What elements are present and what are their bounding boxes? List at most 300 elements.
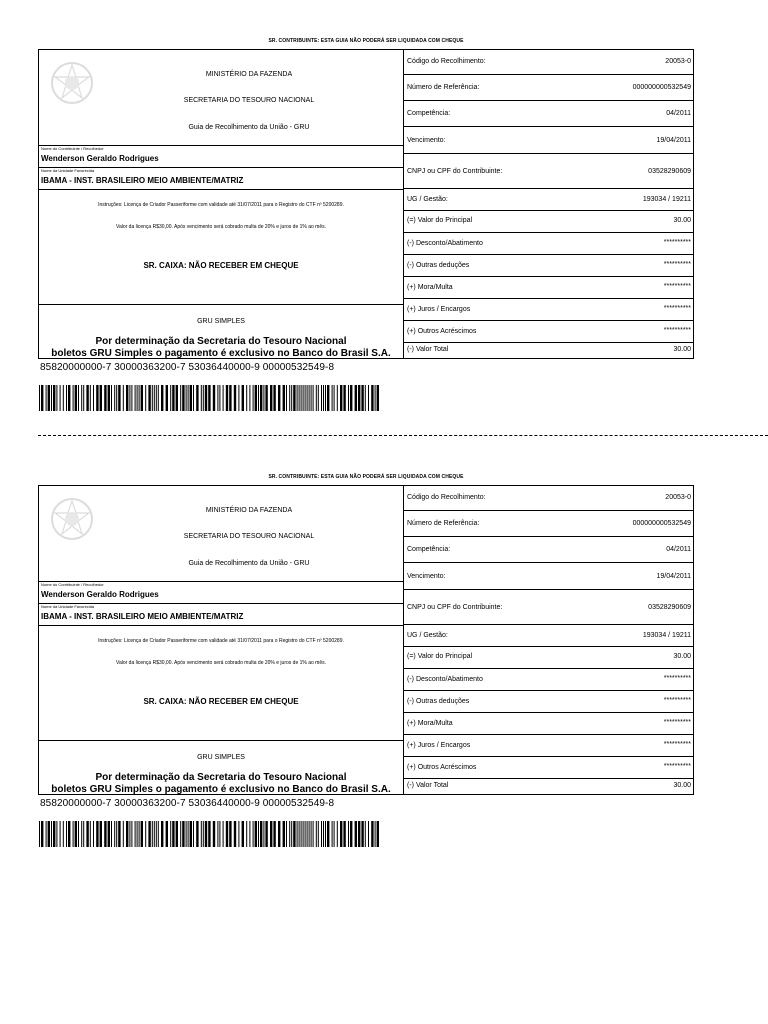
barcode-bar [166,821,168,847]
field-label: CNPJ ou CPF do Contribuinte: [407,604,503,611]
barcode-bar [158,385,159,411]
field-value: 03528290609 [648,168,691,175]
barcode-bar [180,385,181,411]
barcode-bar [217,385,218,411]
barcode-bar [337,821,338,847]
barcode-bar [234,821,236,847]
barcode-bar [325,385,326,411]
field-label: Vencimento: [407,137,446,144]
field-value: 193034 / 19211 [642,632,691,639]
taxpayer-name: Wenderson Geraldo Rodrigues [41,590,159,599]
barcode-bar [283,821,285,847]
barcode-bar [297,385,298,411]
barcode-bar [161,385,163,411]
barcode-bar [323,821,324,847]
field-value: ********** [663,741,691,748]
barcode-bar [368,385,369,411]
cut-line [38,435,768,436]
barcode-bar [41,821,43,847]
barcode-bar [208,385,210,411]
field-row [404,321,694,343]
field-label: Competência: [407,546,451,553]
barcode-bar [123,385,124,411]
secretariat-name: SECRETARIA DO TESOURO NACIONAL [183,533,315,540]
barcode-bar [361,385,363,411]
barcode-bar [355,821,357,847]
document-type: Guia de Recolhimento da União - GRU [188,560,310,567]
barcode-bar [291,821,292,847]
barcode-bar [258,821,259,847]
barcode-bar [129,385,130,411]
barcode-bar [371,385,373,411]
barcode-bar [255,385,257,411]
barcode-bar [46,821,47,847]
barcode-bar [131,821,132,847]
barcode-bar [365,385,366,411]
field-value: 000000000532549 [632,520,691,527]
barcode-icon [38,821,382,847]
field-label: (+) Outros Acréscimos [407,328,477,335]
barcode-bar [327,385,329,411]
barcode-bar [137,821,138,847]
barcode-bar [96,385,98,411]
agency-box [39,486,403,582]
barcode-bar [114,821,115,847]
barcode-bar [246,821,247,847]
beneficiary-box [39,603,403,626]
fields-panel [403,486,694,794]
barcode-bar [358,385,360,411]
fields-panel [403,50,694,358]
barcode-icon [38,385,382,411]
field-row [404,343,694,358]
barcode-bar [201,385,202,411]
barcode-bar [48,821,50,847]
cheque-warning-header: SR. CONTRIBUINTE: ESTA GUIA NÃO PODERÁ SER LIQUIDADA COM CHEQUE [268,38,464,44]
barcode-bar [223,385,224,411]
barcode-bar [90,385,91,411]
gru-notice-box [39,304,403,358]
barcode-bar [148,385,150,411]
barcode-bar [116,821,117,847]
field-row [404,669,694,691]
barcode-bar [318,385,319,411]
field-row [404,590,694,625]
barcode-bar [78,821,79,847]
barcode-bar [258,385,259,411]
barcode-bar [81,821,82,847]
barcode-bar [73,385,74,411]
field-value: 30.00 [673,217,691,224]
instructions-line-1: Instruções: Licença de Criador Passeriforme com validade até 31/07/2011 para o Registro do CTF nº 5200289. [98,638,344,644]
barcode-bar [305,821,306,847]
barcode-bar [246,385,247,411]
barcode-bar [213,385,215,411]
barcode-bar [203,385,204,411]
barcode-bar [343,821,345,847]
barcode-bar [108,821,110,847]
digitable-line: 85820000000-7 30000363200-7 53036440000-9 00000532549-8 [40,362,335,373]
barcode-bar [96,821,98,847]
coat-of-arms-icon [47,58,97,108]
beneficiary-caption: Nome da Unidade Favorecida [41,168,95,173]
barcode-bar [365,821,366,847]
barcode-bar [293,821,295,847]
barcode-bar [53,821,55,847]
barcode-bar [46,385,47,411]
barcode-bar [273,821,275,847]
barcode-bar [141,385,143,411]
barcode-bar [226,821,228,847]
field-value: 20053-0 [665,494,691,501]
field-row [404,779,694,794]
field-row [404,255,694,277]
field-row [404,189,694,211]
barcode-bar [316,385,317,411]
field-value: 193034 / 19211 [642,196,691,203]
left-panel [39,50,403,358]
ministry-name: MINISTÉRIO DA FAZENDA [205,71,293,78]
field-value: 000000000532549 [632,84,691,91]
barcode-bar [73,821,74,847]
field-value: ********** [663,697,691,704]
field-value: 19/04/2011 [656,573,691,580]
field-value: ********** [663,239,691,246]
field-value: ********** [663,283,691,290]
barcode-bar [205,385,207,411]
barcode-bar [371,821,373,847]
field-label: Vencimento: [407,573,446,580]
barcode-bar [321,821,322,847]
barcode-bar [86,385,88,411]
barcode-bar [229,385,231,411]
barcode-bar [327,821,329,847]
field-row [404,563,694,590]
barcode-bar [100,385,102,411]
field-row [404,154,694,189]
barcode-bar [152,385,153,411]
field-label: (+) Juros / Encargos [407,742,471,749]
field-value: 30.00 [673,346,691,353]
gru-simple-label: GRU SIMPLES [197,318,245,325]
barcode-bar [176,821,178,847]
barcode-bar [309,821,310,847]
barcode-bar [301,821,302,847]
instructions-line-2: Valor da licença R$30,00. Após vencimento será cobrado multa de 20% e juros de 1% ao mês. [115,224,327,230]
barcode-bar [263,385,264,411]
field-row [404,211,694,233]
field-value: ********** [663,305,691,312]
barcode-bar [350,821,352,847]
barcode-bar [188,385,189,411]
barcode-bar [78,385,79,411]
beneficiary-name: IBAMA - INST. BRASILEIRO MEIO AMBIENTE/MATRIZ [41,612,244,621]
field-row [404,735,694,757]
barcode-bar [260,385,262,411]
barcode-bar [286,385,287,411]
field-value: 20053-0 [665,58,691,65]
barcode-bar [139,385,140,411]
barcode-bar [293,385,295,411]
field-label: (-) Valor Total [407,346,449,353]
field-row [404,647,694,669]
field-value: 30.00 [673,782,691,789]
instructions-box [39,625,403,741]
barcode-bar [311,821,312,847]
barcode-bar [260,821,262,847]
barcode-bar [166,385,168,411]
coat-of-arms-icon [47,494,97,544]
barcode-bar [56,821,57,847]
barcode-bar [325,821,326,847]
barcode-bar [118,385,120,411]
barcode-bar [51,385,52,411]
barcode-bar [234,385,236,411]
barcode-bar [48,385,50,411]
barcode-bar [100,821,102,847]
field-value: 19/04/2011 [656,137,691,144]
barcode-bar [196,821,198,847]
barcode-bar [313,821,314,847]
barcode-bar [223,821,224,847]
field-label: Código do Recolhimento: [407,494,486,501]
barcode-bar [303,821,304,847]
barcode-bar [229,821,231,847]
treasury-notice-line-2: boletos GRU Simples o pagamento é exclusivo no Banco do Brasil S.A. [51,784,391,795]
barcode-bar [309,385,310,411]
barcode-bar [176,385,178,411]
barcode-bar [86,821,88,847]
barcode-bar [156,821,157,847]
field-row [404,757,694,779]
barcode-bar [60,385,61,411]
barcode-bar [156,385,157,411]
gru-notice-box [39,740,403,794]
field-value: ********** [663,719,691,726]
barcode-bar [83,821,84,847]
barcode-bar [190,821,192,847]
barcode-bar [111,821,112,847]
barcode-bar [303,385,304,411]
field-row [404,101,694,127]
barcode-bar [137,385,138,411]
barcode-bar [63,821,64,847]
barcode-bar [242,821,244,847]
field-value: ********** [663,327,691,334]
barcode-bar [158,821,159,847]
field-row [404,511,694,537]
field-row [404,625,694,647]
barcode-bar [343,385,345,411]
barcode-bar [375,821,376,847]
gru-form [38,49,694,359]
barcode-bar [90,821,91,847]
barcode-bar [270,821,272,847]
barcode-bar [289,385,290,411]
field-label: Competência: [407,110,451,117]
barcode-bar [182,385,184,411]
barcode-bar [219,385,220,411]
barcode-bar [377,821,379,847]
barcode-bar [332,385,333,411]
barcode-bar [263,821,264,847]
field-label: (+) Mora/Multa [407,284,453,291]
taxpayer-box [39,581,403,604]
instructions-box [39,189,403,305]
digitable-line: 85820000000-7 30000363200-7 53036440000-9 00000532549-8 [40,798,335,809]
barcode-bar [286,821,287,847]
barcode-bar [154,821,155,847]
barcode-bar [316,821,317,847]
barcode-bar [116,385,117,411]
cashier-warning: SR. CAIXA: NÃO RECEBER EM CHEQUE [143,697,299,706]
taxpayer-box [39,145,403,168]
barcode-bar [375,385,376,411]
barcode-bar [253,385,254,411]
barcode-bar [39,385,40,411]
field-label: UG / Gestão: [407,632,448,639]
barcode-bar [348,821,349,847]
beneficiary-name: IBAMA - INST. BRASILEIRO MEIO AMBIENTE/MATRIZ [41,176,244,185]
barcode-bar [283,385,285,411]
barcode-bar [253,821,254,847]
barcode-bar [186,385,187,411]
field-row [404,233,694,255]
beneficiary-caption: Nome da Unidade Favorecida [41,604,95,609]
barcode-bar [278,821,280,847]
barcode-bar [148,821,150,847]
barcode-bar [323,385,324,411]
barcode-bar [68,385,70,411]
barcode-bar [104,821,106,847]
barcode-bar [126,821,128,847]
barcode-bar [318,821,319,847]
barcode-bar [377,385,379,411]
left-panel [39,486,403,794]
barcode-bar [190,385,192,411]
field-value: ********** [663,763,691,770]
field-label: (=) Valor do Principal [407,653,473,660]
barcode-bar [152,821,153,847]
barcode-bar [217,821,218,847]
barcode-bar [66,385,67,411]
barcode-bar [265,821,267,847]
field-value: ********** [663,261,691,268]
barcode-bar [145,385,146,411]
field-value: 03528290609 [648,604,691,611]
barcode-bar [93,821,94,847]
barcode-bar [313,385,314,411]
barcode-bar [340,821,342,847]
barcode-bar [249,385,250,411]
barcode-bar [60,821,61,847]
barcode-bar [249,821,250,847]
barcode-bar [135,385,136,411]
field-label: Código do Recolhimento: [407,58,486,65]
barcode-bar [83,385,84,411]
barcode-bar [301,385,302,411]
barcode-bar [172,821,174,847]
barcode-bar [56,385,57,411]
barcode-bar [154,385,155,411]
barcode-bar [68,821,70,847]
barcode-bar [205,821,207,847]
barcode-bar [180,821,181,847]
field-label: UG / Gestão: [407,196,448,203]
field-label: (+) Mora/Multa [407,720,453,727]
field-value: 04/2011 [666,546,691,553]
barcode-bar [114,385,115,411]
barcode-bar [307,821,308,847]
barcode-bar [201,821,202,847]
field-row [404,537,694,563]
field-label: (+) Juros / Encargos [407,306,471,313]
barcode-bar [139,821,140,847]
barcode-bar [53,385,55,411]
barcode-bar [255,821,257,847]
field-label: (-) Desconto/Abatimento [407,676,483,683]
barcode-bar [334,385,335,411]
barcode-bar [337,385,338,411]
barcode-bar [219,821,220,847]
barcode-bar [39,821,40,847]
barcode-bar [358,821,360,847]
barcode-bar [208,821,210,847]
barcode-bar [188,821,189,847]
barcode-bar [104,385,106,411]
barcode-bar [213,821,215,847]
barcode-bar [340,385,342,411]
barcode-bar [361,821,363,847]
barcode-bar [141,821,143,847]
field-row [404,713,694,735]
field-label: CNPJ ou CPF do Contribuinte: [407,168,503,175]
barcode-bar [291,385,292,411]
barcode-bar [75,385,77,411]
gru-simple-label: GRU SIMPLES [197,754,245,761]
barcode-bar [238,821,239,847]
barcode-bar [238,385,239,411]
barcode-bar [350,385,352,411]
barcode-bar [186,821,187,847]
barcode-bar [289,821,290,847]
secretariat-name: SECRETARIA DO TESOURO NACIONAL [183,97,315,104]
field-label: (-) Outras deduções [407,698,470,705]
barcode-bar [321,385,322,411]
barcode-bar [270,385,272,411]
taxpayer-caption: Nome do Contribuinte / Recolhedor [41,146,104,151]
barcode-bar [193,385,194,411]
barcode-bar [75,821,77,847]
instructions-line-2: Valor da licença R$30,00. Após vencimento será cobrado multa de 20% e juros de 1% ao mês. [115,660,327,666]
barcode-bar [299,821,300,847]
field-row [404,127,694,154]
barcode-bar [170,821,171,847]
barcode-bar [81,385,82,411]
field-row [404,691,694,713]
barcode-bar [273,385,275,411]
field-label: (=) Valor do Principal [407,217,473,224]
barcode-bar [66,821,67,847]
barcode-bar [368,821,369,847]
barcode-bar [123,821,124,847]
field-label: Número de Referência: [407,520,480,527]
barcode-bar [129,821,130,847]
barcode-bar [307,385,308,411]
treasury-notice-line-2: boletos GRU Simples o pagamento é exclusivo no Banco do Brasil S.A. [51,348,391,359]
field-label: (-) Desconto/Abatimento [407,240,483,247]
barcode-bar [145,821,146,847]
